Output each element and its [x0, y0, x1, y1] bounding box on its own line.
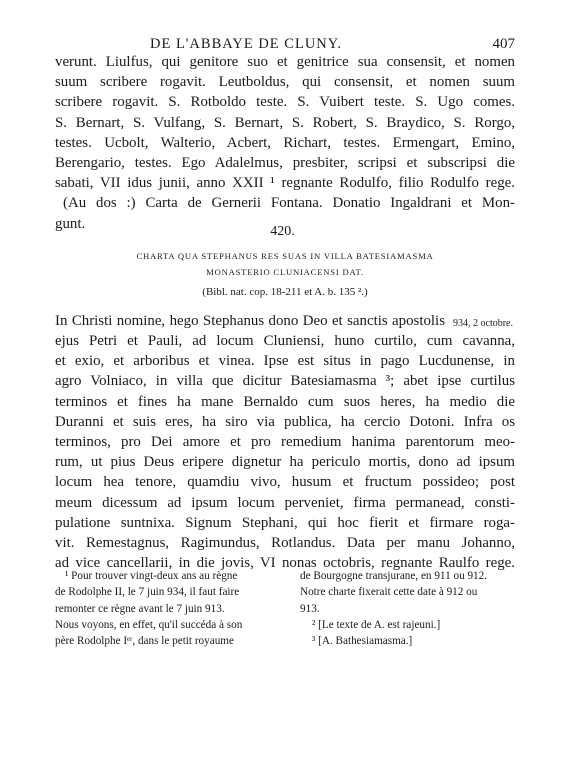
footnotes-right-column: [300, 568, 515, 649]
text-line: sabati, VII idus junii, anno XXII ¹ regnante Rodulfo, filio Rodulfo rege.: [55, 175, 515, 192]
text-line: suum scribere rogavit. Leutboldus, qui consensit, et nomen suum: [55, 74, 515, 91]
text-line: Berengario, testes. Ego Adalelmus, presbiter, scripsi et subscripsi die: [55, 154, 515, 171]
text-line: rum, ut pius Deus eripere dignetur ha periculo mortis, dono ad ipsum: [55, 454, 515, 471]
text-line: agro Volniaco, in villa que dicitur Batesiamasma ³; abet ipse curtilus: [55, 373, 515, 390]
text-line: ad vice cancellarii, in die jovis, VI nonas octobris, regnante Raulfo rege.: [55, 555, 515, 572]
page-number: 407: [492, 36, 515, 52]
running-head: [55, 36, 515, 52]
text-line: S. Bernart, S. Vulfang, S. Bernart, S. Robert, S. Braydico, S. Rorgo,: [55, 114, 515, 131]
source-reference: (Bibl. nat. cop. 18-211 et A. b. 135 ².): [202, 286, 368, 298]
footnote-line: ¹ Pour trouver vingt-deux ans au règne: [65, 570, 238, 582]
text-line: locum hea tenore, quamdiu vivo, husum et fructum possideo; post: [55, 474, 515, 491]
charter-heading-line: CHARTA QUA STEPHANUS RES SUAS IN VILLA BATESIAMASMA: [136, 251, 434, 261]
footnote-line: Nous voyons, en effet, qu'il succéda à son: [55, 618, 243, 631]
footnote-line: ³ [A. Bathesiamasma.]: [312, 635, 413, 648]
footnote-line: 913.: [300, 602, 320, 615]
text-line: pulatione suntnixa. Signum Stephani, qui hoc fierit et firmare roga-: [55, 514, 515, 531]
text-line: meum dicessum ad ipsum locum perveniet, firma permanead, consti-: [55, 494, 515, 511]
footnote-line: ² [Le texte de A. est rajeuni.]: [312, 618, 441, 631]
text-line: terminos, pro Dei amore et pro remedium hanima parentorum meo-: [55, 433, 515, 450]
footnote-line: de Rodolphe II, le 7 juin 934, il faut faire: [55, 586, 240, 599]
charter-text: [55, 311, 445, 331]
footnote-line: de Bourgogne transjurane, en 911 ou 912.: [300, 570, 488, 582]
previous-charter-text: [55, 52, 515, 234]
text-line: vit. Remestagnus, Ragimundus, Rotlandus. Data per manu Johanno,: [55, 534, 515, 551]
text-line: verunt. Liulfus, qui genitore suo et genitrice sua consensit, et nomen: [55, 54, 515, 70]
footnote-line: remonter ce règne avant le 7 juin 913.: [55, 602, 225, 615]
text-line: ejus Petri et Pauli, ad locum Cluniensi, huno curtilo, cum cavanna,: [55, 333, 515, 349]
charter-heading: [55, 248, 515, 280]
margin-date: 934, 2 octobre.: [453, 318, 513, 329]
charter-text-body: [55, 331, 515, 573]
running-title: DE L'ABBAYE DE CLUNY.: [150, 36, 342, 52]
text-line: Duranni et suis eres, ha siro via publica, ha cercio Dotoni. Infra os: [55, 413, 515, 430]
charter-number: 420.: [270, 224, 295, 239]
footnote-line: père Rodolphe Iᵉʳ, dans le petit royaume: [55, 635, 234, 648]
text-line: testes. Ucbolt, Walterio, Acbert, Richart, testes. Ermengart, Emino,: [55, 134, 515, 151]
footnote-line: Notre charte fixerait cette date à 912 ou: [300, 586, 478, 599]
footnotes-left-column: [55, 568, 275, 649]
text-line: (Au dos :) Carta de Gernerii Fontana. Donatio Ingaldrani et Mon-: [63, 195, 515, 212]
text-line: gunt.: [55, 215, 86, 232]
text-line: scribere rogavit. S. Rotboldo teste. S. Vuibert teste. S. Ugo comes.: [55, 94, 515, 111]
charter-heading-line: MONASTERIO CLUNIACENSI DAT.: [206, 267, 364, 277]
text-line: terminos et fines ha mane Bernaldo cum suos heres, ha medio die: [55, 393, 515, 410]
text-line: In Christi nomine, hego Stephanus dono Deo et sanctis apostolis: [55, 313, 445, 329]
text-line: et exio, et arboribus et vinea. Ipse est situs in pago Lucdunense, in: [55, 353, 515, 370]
